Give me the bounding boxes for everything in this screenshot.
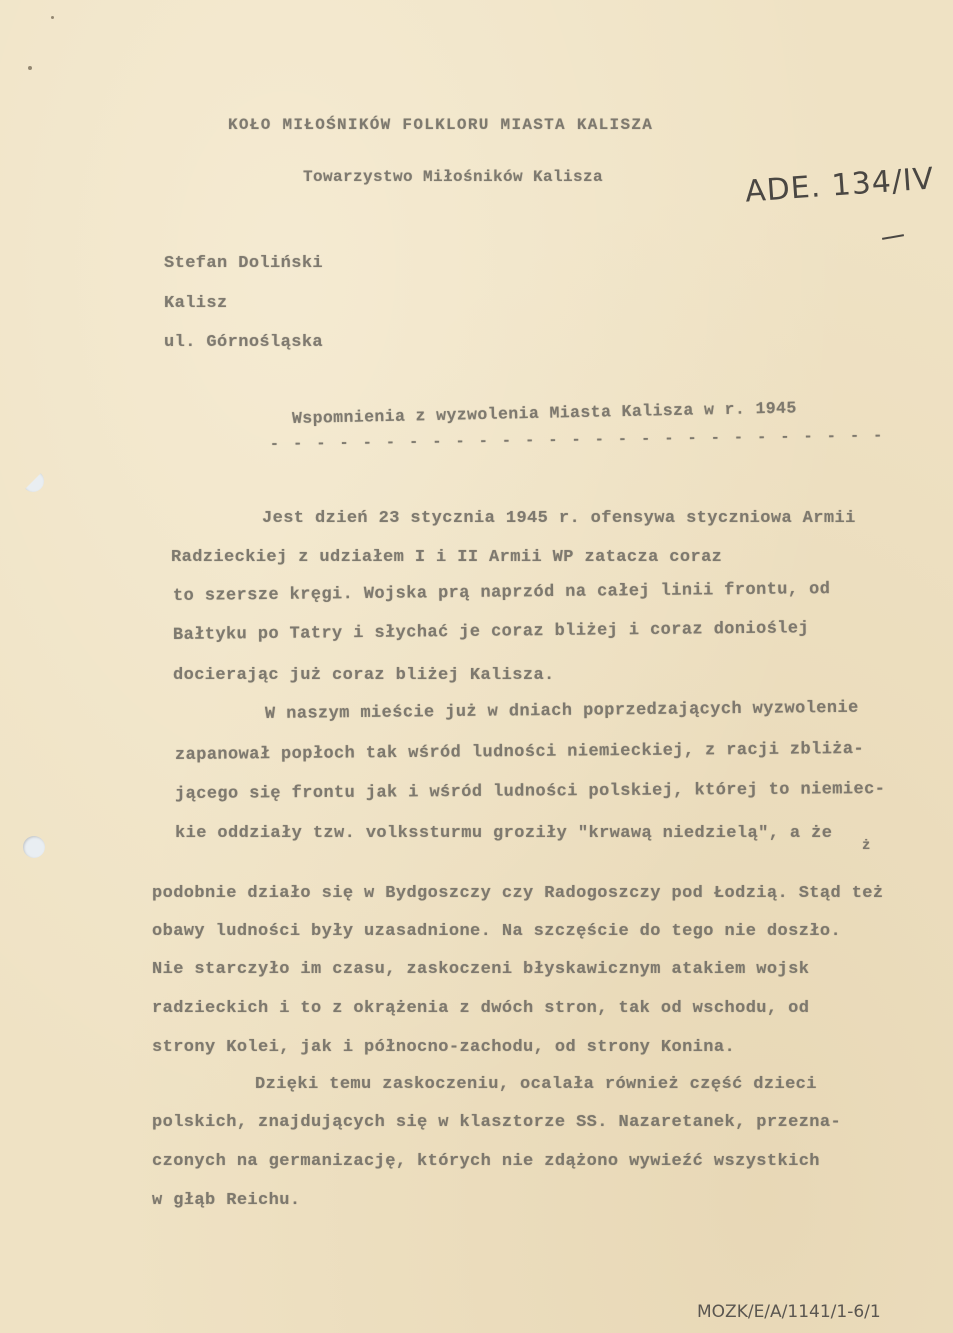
body-line: kie oddziały tzw. volkssturmu groziły "krwawą niedzielą", a że [175, 824, 833, 843]
society-header: Towarzystwo Miłośników Kalisza [303, 168, 604, 186]
body-line: Jest dzień 23 stycznia 1945 r. ofensywa styczniowa Armii [262, 509, 856, 528]
body-line: obawy ludności były uzasadnione. Na szczęście do tego nie doszło. [152, 922, 842, 941]
title-underline: - - - - - - - - - - - - - - - - - - - - - - - - - - - [269, 427, 885, 453]
body-line: Dzięki temu zaskoczeniu, ocalała również część dzieci [255, 1075, 817, 1094]
body-line: W naszym mieście już w dniach poprzedzających wyzwolenie [264, 698, 859, 724]
body-line: podobnie działo się w Bydgoszczy czy Radogoszczy pod Łodzią. Stąd też [152, 884, 884, 903]
body-line: Radzieckiej z udziałem I i II Armii WP zatacza coraz [171, 548, 723, 567]
body-line: Nie starczyło im czasu, zaskoczeni błyskawicznym atakiem wojsk [152, 960, 810, 979]
margin-insert: ż [862, 838, 871, 854]
body-line: Bałtyku po Tatry i słychać je coraz bliżej i coraz donioślej [172, 619, 810, 645]
body-line: w głąb Reichu. [152, 1191, 301, 1210]
author-city: Kalisz [164, 294, 228, 313]
body-line: polskich, znajdujących się w klasztorze SS. Nazaretanek, przezna- [152, 1113, 842, 1132]
ink-speck [28, 66, 32, 70]
body-line: strony Kolei, jak i północno-zachodu, od strony Konina. [152, 1038, 736, 1057]
body-line: czonych na germanizację, których nie zdążono wywieźć wszystkich [152, 1152, 820, 1171]
organization-header: KOŁO MIŁOŚNIKÓW FOLKLORU MIASTA KALISZA [228, 116, 654, 134]
body-line: jącego się frontu jak i wśród ludności polskiej, której to niemiec- [174, 780, 886, 804]
document-title: Wspomnienia z wyzwolenia Miasta Kalisza w r. 1945 [291, 398, 797, 428]
body-line: to szersze kręgi. Wojska prą naprzód na całej linii frontu, od [172, 580, 831, 606]
archive-mark-bottom: MOZK/E/A/1141/1-6/1 [697, 1302, 881, 1322]
body-line: docierając już coraz bliżej Kalisza. [173, 666, 555, 685]
body-line: radzieckich i to z okrążenia z dwóch stron, tak od wschodu, od [152, 999, 810, 1018]
author-street: ul. Górnośląska [164, 333, 324, 352]
author-name: Stefan Doliński [164, 254, 324, 273]
body-line: zapanował popłoch tak wśród ludności niemieckiej, z racji zbliża- [174, 739, 865, 765]
archive-mark-top: ADE. 134/IV [744, 161, 936, 210]
punch-hole-bottom [23, 836, 45, 858]
ink-speck [51, 16, 54, 19]
